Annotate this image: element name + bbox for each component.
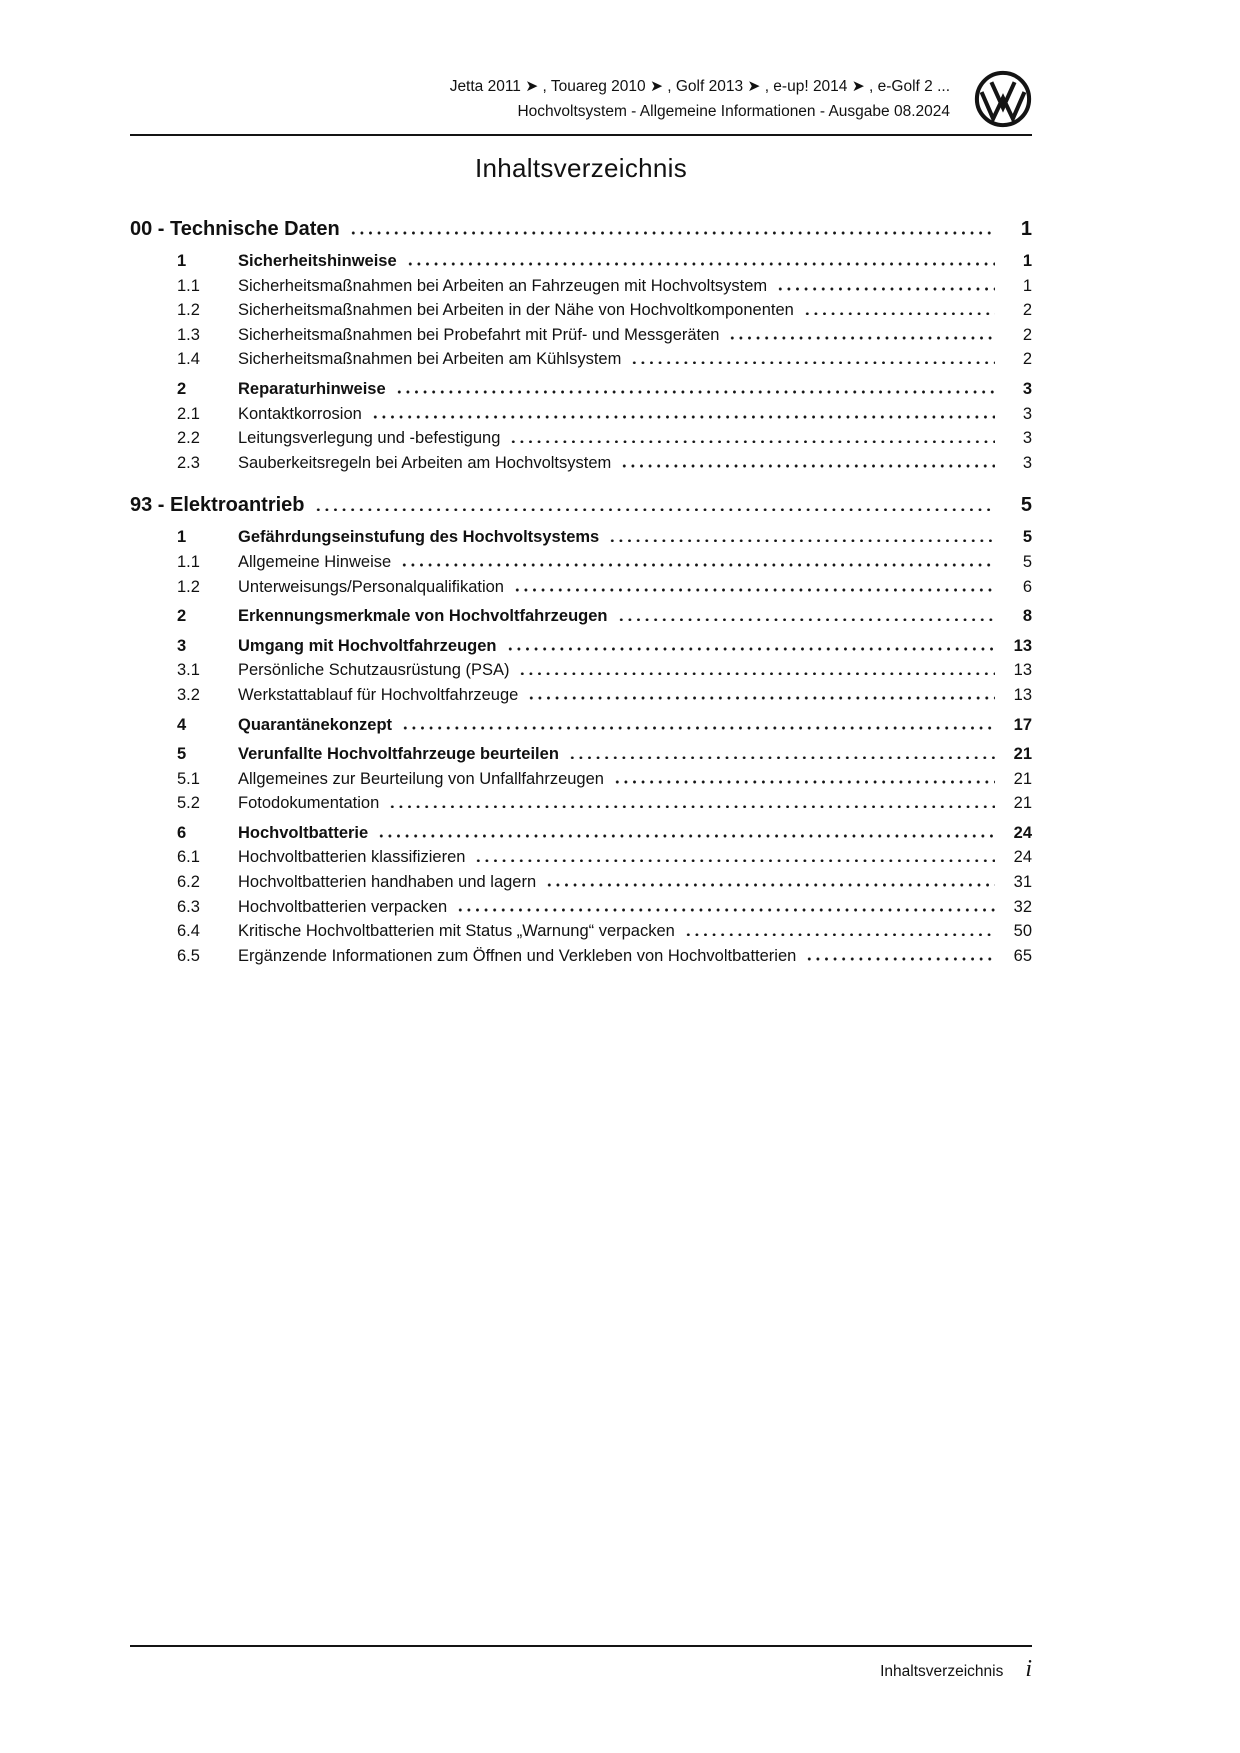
dot-leader bbox=[371, 415, 995, 419]
table-of-contents bbox=[130, 214, 1032, 968]
toc-entry-page-number: 5 bbox=[1022, 528, 1032, 547]
toc-entry-page-number: 2 bbox=[1022, 325, 1032, 344]
toc-entry-title: Allgemeine Hinweise bbox=[238, 552, 392, 571]
toc-entry-page-number: 1 bbox=[1020, 218, 1032, 240]
toc-entry-title: Allgemeines zur Beurteilung von Unfallfahrzeugen bbox=[238, 769, 604, 788]
toc-entry-title: Sauberkeitsregeln bei Arbeiten am Hochvoltsystem bbox=[238, 453, 612, 472]
toc-entry-page-number: 65 bbox=[1013, 946, 1032, 965]
toc-entry-title: Hochvoltbatterien klassifizieren bbox=[238, 848, 466, 867]
toc-entry-page-number: 3 bbox=[1022, 453, 1032, 472]
toc-entry-row bbox=[130, 683, 1032, 708]
toc-entry-title: 00 - Technische Daten bbox=[130, 218, 340, 240]
toc-entry-number: 1.1 bbox=[177, 276, 200, 295]
toc-entry-title: Gefährdungseinstufung des Hochvoltsystems bbox=[238, 528, 600, 547]
toc-entry-page-number: 2 bbox=[1022, 301, 1032, 320]
toc-entry-page-number: 1 bbox=[1022, 276, 1032, 295]
toc-entry-row bbox=[130, 919, 1032, 944]
page-footer bbox=[130, 1645, 1032, 1683]
toc-entry-page-number: 21 bbox=[1013, 794, 1032, 813]
dot-leader bbox=[474, 859, 995, 863]
toc-entry-number: 2.3 bbox=[177, 453, 200, 472]
toc-entry-title: Hochvoltbatterien verpacken bbox=[238, 897, 448, 916]
toc-entry-page-number: 3 bbox=[1022, 404, 1032, 423]
toc-entry-number: 6.5 bbox=[177, 946, 200, 965]
dot-leader bbox=[395, 390, 995, 394]
toc-entry-number: 5.1 bbox=[177, 769, 200, 788]
toc-entry-title: Kritische Hochvoltbatterien mit Status „Warnung“ verpacken bbox=[238, 922, 675, 941]
header-text bbox=[450, 74, 950, 124]
document-page bbox=[130, 0, 1032, 1753]
toc-entry-title: Persönliche Schutzausrüstung (PSA) bbox=[238, 661, 510, 680]
toc-entry-row bbox=[130, 870, 1032, 895]
toc-entry-page-number: 50 bbox=[1013, 922, 1032, 941]
dot-leader bbox=[400, 563, 995, 567]
toc-entry-row bbox=[130, 402, 1032, 427]
toc-entry-number: 2 bbox=[177, 379, 187, 398]
toc-entry-title: Unterweisungs/Personalqualifikation bbox=[238, 577, 504, 596]
toc-entry-number: 1.1 bbox=[177, 552, 200, 571]
toc-entry-page-number: 13 bbox=[1013, 685, 1032, 704]
toc-entry-page-number: 17 bbox=[1013, 715, 1032, 734]
toc-entry-number: 2 bbox=[177, 607, 187, 626]
dot-leader bbox=[401, 726, 995, 730]
toc-chapter-row bbox=[130, 490, 1032, 520]
toc-entry-row bbox=[130, 426, 1032, 451]
toc-entry-row bbox=[130, 604, 1032, 629]
toc-entry-title: Ergänzende Informationen zum Öffnen und Verkleben von Hochvoltbatterien bbox=[238, 946, 797, 965]
toc-entry-page-number: 2 bbox=[1022, 350, 1032, 369]
toc-chapter-row bbox=[130, 214, 1032, 244]
dot-leader bbox=[377, 834, 995, 838]
footer-section-label: Inhaltsverzeichnis bbox=[880, 1663, 1004, 1680]
dot-leader bbox=[608, 539, 995, 543]
toc-entry-row bbox=[130, 525, 1032, 550]
page-title: Inhaltsverzeichnis bbox=[474, 153, 688, 183]
toc-entry-title: Hochvoltbatterien handhaben und lagern bbox=[238, 873, 537, 892]
toc-entry-page-number: 3 bbox=[1022, 379, 1032, 398]
volkswagen-logo-icon bbox=[974, 70, 1032, 128]
toc-entry-number: 5.2 bbox=[177, 794, 200, 813]
dot-leader bbox=[506, 647, 995, 651]
toc-entry-row bbox=[130, 550, 1032, 575]
toc-entry-page-number: 6 bbox=[1022, 577, 1032, 596]
dot-leader bbox=[456, 908, 995, 912]
dot-leader bbox=[388, 805, 995, 809]
toc-entry-title: Verunfallte Hochvoltfahrzeuge beurteilen bbox=[238, 745, 559, 764]
toc-entry-number: 1.2 bbox=[177, 301, 200, 320]
toc-entry-number: 1 bbox=[177, 528, 187, 547]
toc-entry-title: Reparaturhinweise bbox=[238, 379, 386, 398]
toc-entry-title: Kontaktkorrosion bbox=[238, 404, 362, 423]
toc-entry-page-number: 1 bbox=[1022, 252, 1032, 270]
toc-entry-number: 6 bbox=[177, 823, 187, 842]
toc-entry-row bbox=[130, 658, 1032, 683]
dot-leader bbox=[613, 780, 995, 784]
toc-entry-number: 3.2 bbox=[177, 685, 200, 704]
toc-entry-number: 6.3 bbox=[177, 897, 200, 916]
toc-entry-row bbox=[130, 944, 1032, 969]
toc-entry-row bbox=[130, 323, 1032, 348]
toc-entry-number: 6.2 bbox=[177, 873, 200, 892]
dot-leader bbox=[617, 618, 995, 622]
toc-entry-number: 5 bbox=[177, 745, 187, 764]
toc-entry-page-number: 24 bbox=[1013, 848, 1032, 867]
dot-leader bbox=[728, 336, 995, 340]
toc-entry-number: 1.2 bbox=[177, 577, 200, 596]
toc-entry-row bbox=[130, 791, 1032, 816]
toc-entry-row bbox=[130, 274, 1032, 299]
toc-entry-title: Werkstattablauf für Hochvoltfahrzeuge bbox=[238, 685, 519, 704]
dot-leader bbox=[620, 464, 995, 468]
toc-entry-row bbox=[130, 821, 1032, 846]
toc-entry-number: 6.4 bbox=[177, 922, 200, 941]
toc-entry-row bbox=[130, 377, 1032, 402]
toc-entry-title: Sicherheitsmaßnahmen bei Arbeiten am Kühlsystem bbox=[238, 350, 622, 369]
dot-leader bbox=[776, 287, 995, 291]
toc-entry-row bbox=[130, 451, 1032, 476]
toc-entry-row bbox=[130, 845, 1032, 870]
toc-entry-number: 3.1 bbox=[177, 661, 200, 680]
toc-entry-number: 1.3 bbox=[177, 325, 200, 344]
toc-chapter bbox=[130, 490, 1032, 968]
toc-entry-title: Fotodokumentation bbox=[238, 794, 380, 813]
toc-entry-title: Sicherheitsmaßnahmen bei Probefahrt mit Prüf- und Messgeräten bbox=[238, 325, 720, 344]
toc-entry-page-number: 24 bbox=[1013, 823, 1032, 842]
dot-leader bbox=[406, 262, 995, 266]
dot-leader bbox=[314, 508, 995, 512]
header-rule bbox=[130, 134, 1032, 136]
toc-entry-row bbox=[130, 767, 1032, 792]
dot-leader bbox=[518, 672, 995, 676]
toc-entry-number: 1.4 bbox=[177, 350, 200, 369]
dot-leader bbox=[630, 361, 995, 365]
toc-entry-row bbox=[130, 713, 1032, 738]
toc-entry-title: Sicherheitsmaßnahmen bei Arbeiten an Fahrzeugen mit Hochvoltsystem bbox=[238, 276, 768, 295]
page-header bbox=[130, 0, 1032, 136]
toc-entry-page-number: 21 bbox=[1013, 769, 1032, 788]
toc-entry-number: 4 bbox=[177, 715, 187, 734]
toc-entry-row bbox=[130, 895, 1032, 920]
toc-entry-row bbox=[130, 575, 1032, 600]
toc-entry-row bbox=[130, 298, 1032, 323]
toc-entry-page-number: 5 bbox=[1022, 552, 1032, 571]
toc-entry-page-number: 3 bbox=[1022, 429, 1032, 448]
header-model-list: Jetta 2011 ➤ , Touareg 2010 ➤ , Golf 2013 ➤ , e-up! 2014 ➤ , e-Golf 2 ... bbox=[449, 78, 950, 95]
toc-entry-row bbox=[130, 347, 1032, 372]
toc-entry-page-number: 5 bbox=[1020, 494, 1032, 517]
toc-entry-page-number: 13 bbox=[1013, 636, 1032, 655]
dot-leader bbox=[803, 312, 995, 316]
toc-entry-page-number: 31 bbox=[1013, 873, 1032, 892]
toc-entry-page-number: 21 bbox=[1013, 745, 1032, 764]
dot-leader bbox=[568, 756, 995, 760]
dot-leader bbox=[509, 440, 995, 444]
toc-entry-title: Sicherheitshinweise bbox=[238, 252, 397, 270]
toc-entry-title: Umgang mit Hochvoltfahrzeugen bbox=[238, 636, 497, 655]
toc-entry-title: Leitungsverlegung und -befestigung bbox=[238, 429, 501, 448]
dot-leader bbox=[684, 933, 995, 937]
dot-leader bbox=[805, 957, 995, 961]
toc-entry-title: Sicherheitsmaßnahmen bei Arbeiten in der Nähe von Hochvoltkomponenten bbox=[238, 301, 794, 320]
toc-entry-number: 2.1 bbox=[177, 404, 200, 423]
toc-entry-page-number: 13 bbox=[1013, 661, 1032, 680]
toc-entry-number: 1 bbox=[177, 252, 187, 270]
dot-leader bbox=[527, 696, 995, 700]
toc-entry-row bbox=[130, 249, 1032, 274]
toc-entry-title: 93 - Elektroantrieb bbox=[130, 494, 305, 517]
footer-page-number: i bbox=[1025, 1656, 1032, 1682]
toc-entry-row bbox=[130, 742, 1032, 767]
toc-entry-number: 2.2 bbox=[177, 429, 200, 448]
toc-entry-title: Erkennungsmerkmale von Hochvoltfahrzeugen bbox=[238, 607, 608, 626]
dot-leader bbox=[349, 231, 995, 235]
dot-leader bbox=[513, 588, 995, 592]
toc-entry-title: Hochvoltbatterie bbox=[238, 823, 369, 842]
toc-entry-number: 3 bbox=[177, 636, 187, 655]
dot-leader bbox=[545, 883, 995, 887]
toc-entry-row bbox=[130, 634, 1032, 659]
toc-entry-title: Quarantänekonzept bbox=[238, 715, 393, 734]
header-doc-title: Hochvoltsystem - Allgemeine Informationen - Ausgabe 08.2024 bbox=[517, 103, 950, 120]
toc-entry-page-number: 8 bbox=[1022, 607, 1032, 626]
toc-chapter bbox=[130, 214, 1032, 475]
toc-entry-number: 6.1 bbox=[177, 848, 200, 867]
toc-entry-page-number: 32 bbox=[1013, 897, 1032, 916]
